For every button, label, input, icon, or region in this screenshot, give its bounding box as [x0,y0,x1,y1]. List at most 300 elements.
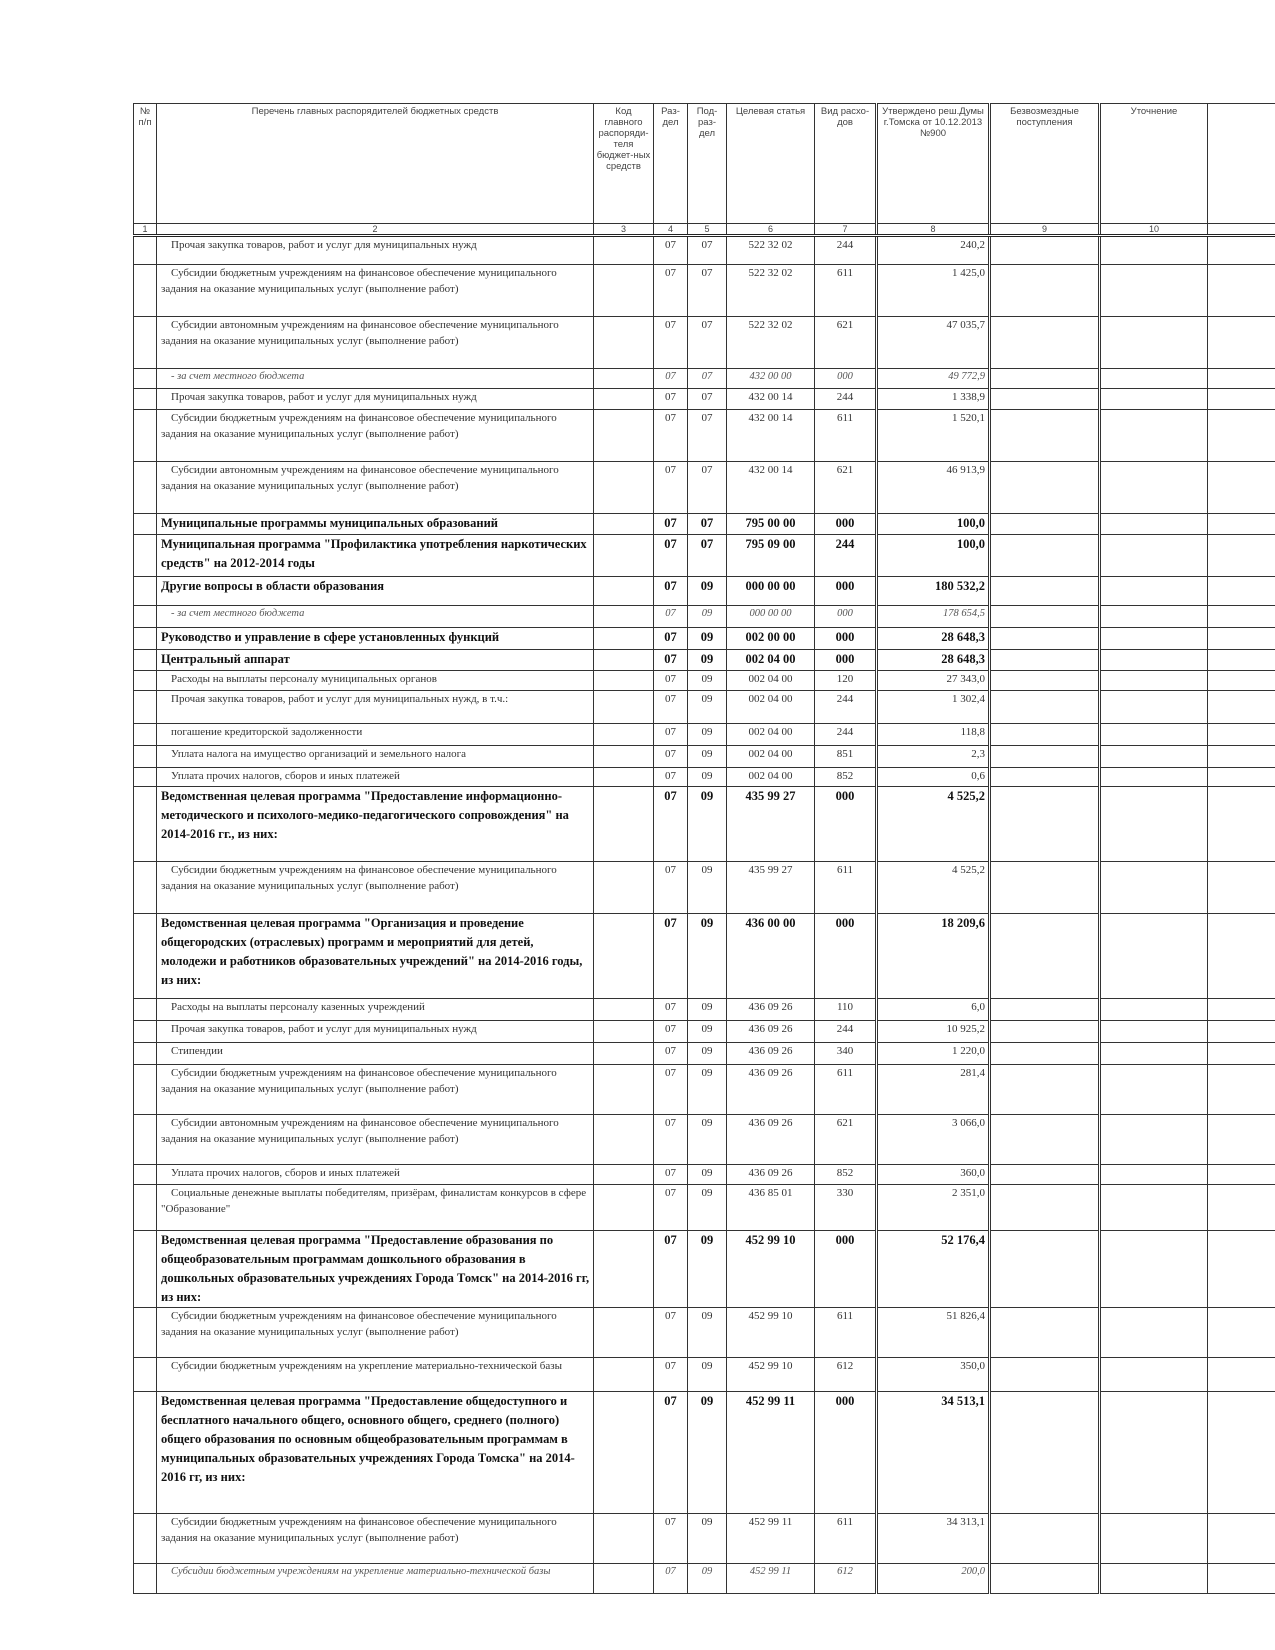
cell-section: 07 [654,1308,688,1358]
cell-subsection: 09 [688,1185,727,1231]
cell-code [594,1358,654,1392]
cell-target-article: 002 04 00 [727,746,815,768]
cell-section: 07 [654,862,688,914]
cell-grants [990,914,1100,999]
cell-extra [1208,914,1275,999]
cell-subsection: 09 [688,606,727,628]
cell-number [134,1308,157,1358]
header-grants: Безвозмездные поступления [990,104,1100,224]
header-code: Код главного распоряди-теля бюджет-ных средств [594,104,654,224]
cell-code [594,1231,654,1308]
cell-code [594,862,654,914]
cell-approved-amount: 4 525,2 [877,787,990,862]
cell-code [594,628,654,650]
cell-extra [1208,1358,1275,1392]
table-row [134,914,1275,999]
cell-expense-type: 000 [815,514,877,535]
cell-number [134,1185,157,1231]
cell-name: Руководство и управление в сфере установленных функций [157,628,594,650]
cell-clarification [1100,862,1208,914]
cell-approved-amount: 28 648,3 [877,650,990,671]
cell-approved-amount: 18 209,6 [877,914,990,999]
cell-expense-type: 000 [815,914,877,999]
cell-approved-amount: 52 176,4 [877,1231,990,1308]
cell-expense-type: 110 [815,999,877,1021]
cell-grants [990,1021,1100,1043]
cell-target-article: 436 09 26 [727,1043,815,1065]
cell-target-article: 452 99 10 [727,1358,815,1392]
cell-number [134,514,157,535]
cell-extra [1208,1065,1275,1115]
cell-subsection: 07 [688,236,727,265]
cell-expense-type: 000 [815,606,877,628]
cell-clarification [1100,1231,1208,1308]
cell-number [134,577,157,606]
table-row [134,606,1275,628]
table-row [134,535,1275,577]
cell-clarification [1100,1514,1208,1564]
cell-grants [990,671,1100,691]
cell-section: 07 [654,1043,688,1065]
cell-section: 07 [654,535,688,577]
cell-target-article: 436 09 26 [727,1021,815,1043]
cell-subsection: 07 [688,317,727,369]
cell-code [594,577,654,606]
cell-clarification [1100,389,1208,410]
cell-number [134,606,157,628]
cell-approved-amount: 100,0 [877,514,990,535]
cell-section: 07 [654,999,688,1021]
cell-name: Субсидии бюджетным учреждениям на финансовое обеспечение муниципального задания на оказание муниципальных услуг (выполнение работ) [157,1065,594,1115]
cell-number [134,746,157,768]
cell-subsection: 09 [688,1165,727,1185]
cell-approved-amount: 360,0 [877,1165,990,1185]
cell-subsection: 09 [688,768,727,787]
cell-section: 07 [654,746,688,768]
cell-section: 07 [654,1065,688,1115]
cell-grants [990,691,1100,724]
table-row [134,862,1275,914]
cell-approved-amount: 2 351,0 [877,1185,990,1231]
cell-grants [990,1185,1100,1231]
cell-code [594,535,654,577]
table-row [134,514,1275,535]
cell-target-article: 522 32 02 [727,265,815,317]
cell-name: Ведомственная целевая программа "Предоставление образования по общеобразовательным программам дошкольного образования в дошкольных образовательных учреждениях Города Томск" на 2014-2016 гг, из них: [157,1231,594,1308]
cell-target-article: 002 04 00 [727,650,815,671]
colnum: 3 [594,224,654,236]
table-body [134,236,1275,1594]
cell-extra [1208,671,1275,691]
cell-clarification [1100,577,1208,606]
cell-section: 07 [654,410,688,462]
cell-grants [990,1043,1100,1065]
cell-subsection: 09 [688,914,727,999]
cell-code [594,650,654,671]
cell-expense-type: 000 [815,577,877,606]
cell-extra [1208,787,1275,862]
cell-name: Прочая закупка товаров, работ и услуг для муниципальных нужд [157,389,594,410]
table-row [134,1021,1275,1043]
cell-number [134,317,157,369]
cell-extra [1208,1308,1275,1358]
cell-clarification [1100,1165,1208,1185]
cell-expense-type: 611 [815,1514,877,1564]
cell-subsection: 09 [688,1308,727,1358]
cell-subsection: 07 [688,389,727,410]
cell-section: 07 [654,1021,688,1043]
cell-grants [990,389,1100,410]
table-row [134,1514,1275,1564]
cell-target-article: 452 99 11 [727,1514,815,1564]
cell-section: 07 [654,389,688,410]
cell-section: 07 [654,462,688,514]
cell-extra [1208,628,1275,650]
cell-section: 07 [654,1165,688,1185]
cell-number [134,1043,157,1065]
cell-name: погашение кредиторской задолженности [157,724,594,746]
cell-number [134,768,157,787]
cell-code [594,1065,654,1115]
cell-target-article: 452 99 11 [727,1564,815,1594]
colnum: 10 [1100,224,1208,236]
cell-extra [1208,236,1275,265]
table-row [134,265,1275,317]
table-row [134,746,1275,768]
cell-code [594,724,654,746]
cell-target-article: 795 09 00 [727,535,815,577]
cell-name: Ведомственная целевая программа "Предоставление информационно-методического и психолого-медико-педагогического сопровождения" на 2014-2016 гг., из них: [157,787,594,862]
cell-grants [990,317,1100,369]
cell-section: 07 [654,671,688,691]
cell-clarification [1100,724,1208,746]
cell-grants [990,1115,1100,1165]
cell-target-article: 002 04 00 [727,691,815,724]
table-row [134,1043,1275,1065]
cell-grants [990,577,1100,606]
cell-expense-type: 611 [815,1065,877,1115]
header-extra [1208,104,1275,224]
cell-extra [1208,1514,1275,1564]
cell-number [134,265,157,317]
cell-extra [1208,535,1275,577]
header-clarification: Уточнение [1100,104,1208,224]
cell-clarification [1100,1392,1208,1514]
cell-target-article: 002 04 00 [727,768,815,787]
cell-expense-type: 000 [815,1392,877,1514]
cell-section: 07 [654,317,688,369]
cell-expense-type: 611 [815,1308,877,1358]
cell-code [594,746,654,768]
column-number-row [134,224,1275,236]
cell-number [134,1514,157,1564]
cell-approved-amount: 6,0 [877,999,990,1021]
cell-code [594,1115,654,1165]
colnum: 1 [134,224,157,236]
cell-grants [990,1231,1100,1308]
table-row [134,1065,1275,1115]
cell-clarification [1100,1564,1208,1594]
cell-number [134,369,157,389]
cell-code [594,410,654,462]
cell-code [594,1165,654,1185]
cell-approved-amount: 2,3 [877,746,990,768]
cell-target-article: 432 00 14 [727,389,815,410]
cell-expense-type: 120 [815,671,877,691]
cell-code [594,389,654,410]
cell-grants [990,1165,1100,1185]
cell-approved-amount: 178 654,5 [877,606,990,628]
cell-number [134,462,157,514]
table-row [134,650,1275,671]
cell-subsection: 09 [688,787,727,862]
cell-target-article: 522 32 02 [727,236,815,265]
cell-subsection: 09 [688,1065,727,1115]
header-target-article: Целевая статья [727,104,815,224]
cell-grants [990,650,1100,671]
cell-subsection: 09 [688,1358,727,1392]
cell-expense-type: 244 [815,1021,877,1043]
cell-target-article: 436 85 01 [727,1185,815,1231]
cell-name: - за счет местного бюджета [157,369,594,389]
cell-number [134,691,157,724]
cell-code [594,369,654,389]
cell-target-article: 436 09 26 [727,1165,815,1185]
cell-clarification [1100,1358,1208,1392]
cell-extra [1208,650,1275,671]
cell-code [594,999,654,1021]
cell-section: 07 [654,577,688,606]
cell-grants [990,369,1100,389]
cell-subsection: 07 [688,514,727,535]
cell-section: 07 [654,265,688,317]
cell-subsection: 09 [688,671,727,691]
table-row [134,577,1275,606]
colnum: 4 [654,224,688,236]
header-expense-type: Вид расхо-дов [815,104,877,224]
cell-extra [1208,389,1275,410]
cell-name: Расходы на выплаты персоналу муниципальных органов [157,671,594,691]
cell-target-article: 436 00 00 [727,914,815,999]
cell-expense-type: 244 [815,535,877,577]
cell-name: Уплата прочих налогов, сборов и иных платежей [157,768,594,787]
table-row [134,1392,1275,1514]
cell-extra [1208,1021,1275,1043]
cell-grants [990,628,1100,650]
cell-name: - за счет местного бюджета [157,606,594,628]
cell-expense-type: 000 [815,369,877,389]
cell-code [594,1308,654,1358]
cell-expense-type: 621 [815,317,877,369]
cell-expense-type: 244 [815,724,877,746]
cell-name: Субсидии бюджетным учреждениям на укрепление материально-технической базы [157,1358,594,1392]
cell-section: 07 [654,236,688,265]
cell-code [594,606,654,628]
cell-code [594,1514,654,1564]
cell-approved-amount: 4 525,2 [877,862,990,914]
cell-subsection: 09 [688,1021,727,1043]
cell-code [594,1392,654,1514]
cell-clarification [1100,606,1208,628]
cell-number [134,1392,157,1514]
cell-grants [990,1514,1100,1564]
table-row [134,787,1275,862]
cell-grants [990,535,1100,577]
cell-name: Центральный аппарат [157,650,594,671]
cell-approved-amount: 1 302,4 [877,691,990,724]
cell-subsection: 07 [688,265,727,317]
cell-code [594,514,654,535]
cell-clarification [1100,462,1208,514]
colnum: 8 [877,224,990,236]
cell-grants [990,1392,1100,1514]
cell-number [134,671,157,691]
cell-clarification [1100,317,1208,369]
cell-name: Уплата налога на имущество организаций и земельного налога [157,746,594,768]
cell-grants [990,862,1100,914]
cell-grants [990,999,1100,1021]
cell-approved-amount: 180 532,2 [877,577,990,606]
cell-expense-type: 611 [815,265,877,317]
cell-subsection: 07 [688,535,727,577]
cell-code [594,462,654,514]
cell-grants [990,265,1100,317]
cell-extra [1208,746,1275,768]
cell-name: Субсидии автономным учреждениям на финансовое обеспечение муниципального задания на оказание муниципальных услуг (выполнение работ) [157,317,594,369]
cell-extra [1208,1231,1275,1308]
cell-extra [1208,999,1275,1021]
cell-name: Субсидии бюджетным учреждениям на финансовое обеспечение муниципального задания на оказание муниципальных услуг (выполнение работ) [157,862,594,914]
cell-subsection: 09 [688,862,727,914]
table-row [134,369,1275,389]
cell-grants [990,1358,1100,1392]
colnum: 2 [157,224,594,236]
cell-clarification [1100,787,1208,862]
cell-target-article: 002 04 00 [727,671,815,691]
budget-table-sheet [133,103,1275,1594]
cell-clarification [1100,1115,1208,1165]
cell-subsection: 09 [688,650,727,671]
cell-target-article: 432 00 14 [727,462,815,514]
header-section: Раз-дел [654,104,688,224]
cell-expense-type: 244 [815,389,877,410]
cell-approved-amount: 49 772,9 [877,369,990,389]
cell-extra [1208,462,1275,514]
cell-number [134,236,157,265]
cell-grants [990,410,1100,462]
cell-clarification [1100,628,1208,650]
cell-subsection: 07 [688,410,727,462]
cell-number [134,1564,157,1594]
cell-target-article: 435 99 27 [727,862,815,914]
cell-code [594,768,654,787]
cell-subsection: 09 [688,1564,727,1594]
cell-section: 07 [654,1392,688,1514]
cell-clarification [1100,1308,1208,1358]
cell-target-article: 000 00 00 [727,606,815,628]
cell-section: 07 [654,369,688,389]
cell-expense-type: 000 [815,628,877,650]
cell-clarification [1100,671,1208,691]
cell-clarification [1100,1185,1208,1231]
cell-approved-amount: 1 220,0 [877,1043,990,1065]
cell-subsection: 09 [688,724,727,746]
cell-name: Субсидии автономным учреждениям на финансовое обеспечение муниципального задания на оказание муниципальных услуг (выполнение работ) [157,462,594,514]
cell-target-article: 432 00 00 [727,369,815,389]
cell-code [594,1185,654,1231]
budget-table [133,103,1275,1594]
cell-approved-amount: 34 513,1 [877,1392,990,1514]
cell-grants [990,462,1100,514]
table-row [134,1185,1275,1231]
cell-approved-amount: 118,8 [877,724,990,746]
cell-target-article: 432 00 14 [727,410,815,462]
cell-section: 07 [654,914,688,999]
cell-section: 07 [654,1358,688,1392]
cell-extra [1208,862,1275,914]
cell-approved-amount: 46 913,9 [877,462,990,514]
cell-expense-type: 000 [815,650,877,671]
cell-clarification [1100,1021,1208,1043]
cell-extra [1208,1185,1275,1231]
cell-approved-amount: 28 648,3 [877,628,990,650]
table-row [134,724,1275,746]
cell-number [134,1021,157,1043]
cell-name: Ведомственная целевая программа "Предоставление общедоступного и бесплатного начального общего, основного общего, среднего (полного) общего образования по основным общеобразовательным программам в муниципальных образовательных учреждениях Города Томска" на 2014-2016 гг, из них: [157,1392,594,1514]
cell-name: Субсидии бюджетным учреждениям на финансовое обеспечение муниципального задания на оказание муниципальных услуг (выполнение работ) [157,1308,594,1358]
cell-subsection: 09 [688,1043,727,1065]
cell-expense-type: 612 [815,1564,877,1594]
cell-name: Ведомственная целевая программа "Организация и проведение общегородских (отраслевых) программ и мероприятий для детей, молодежи и работников образовательных учреждений" на 2014-2016 годы, из них: [157,914,594,999]
cell-name: Субсидии бюджетным учреждениям на финансовое обеспечение муниципального задания на оказание муниципальных услуг (выполнение работ) [157,265,594,317]
cell-target-article: 002 04 00 [727,724,815,746]
cell-grants [990,746,1100,768]
cell-extra [1208,317,1275,369]
cell-extra [1208,1043,1275,1065]
cell-number [134,628,157,650]
cell-section: 07 [654,691,688,724]
cell-number [134,724,157,746]
cell-clarification [1100,650,1208,671]
cell-extra [1208,606,1275,628]
cell-expense-type: 851 [815,746,877,768]
cell-clarification [1100,914,1208,999]
cell-extra [1208,691,1275,724]
cell-subsection: 09 [688,691,727,724]
colnum-extra [1208,224,1275,236]
cell-approved-amount: 34 313,1 [877,1514,990,1564]
cell-target-article: 452 99 11 [727,1392,815,1514]
cell-code [594,671,654,691]
cell-subsection: 09 [688,577,727,606]
table-row [134,389,1275,410]
cell-target-article: 000 00 00 [727,577,815,606]
cell-section: 07 [654,650,688,671]
cell-clarification [1100,768,1208,787]
cell-target-article: 452 99 10 [727,1308,815,1358]
table-row [134,1115,1275,1165]
cell-clarification [1100,1043,1208,1065]
table-row [134,1358,1275,1392]
cell-extra [1208,577,1275,606]
cell-target-article: 436 09 26 [727,1115,815,1165]
cell-expense-type: 244 [815,691,877,724]
cell-section: 07 [654,724,688,746]
cell-extra [1208,768,1275,787]
cell-number [134,1115,157,1165]
table-row [134,1308,1275,1358]
table-row [134,1165,1275,1185]
